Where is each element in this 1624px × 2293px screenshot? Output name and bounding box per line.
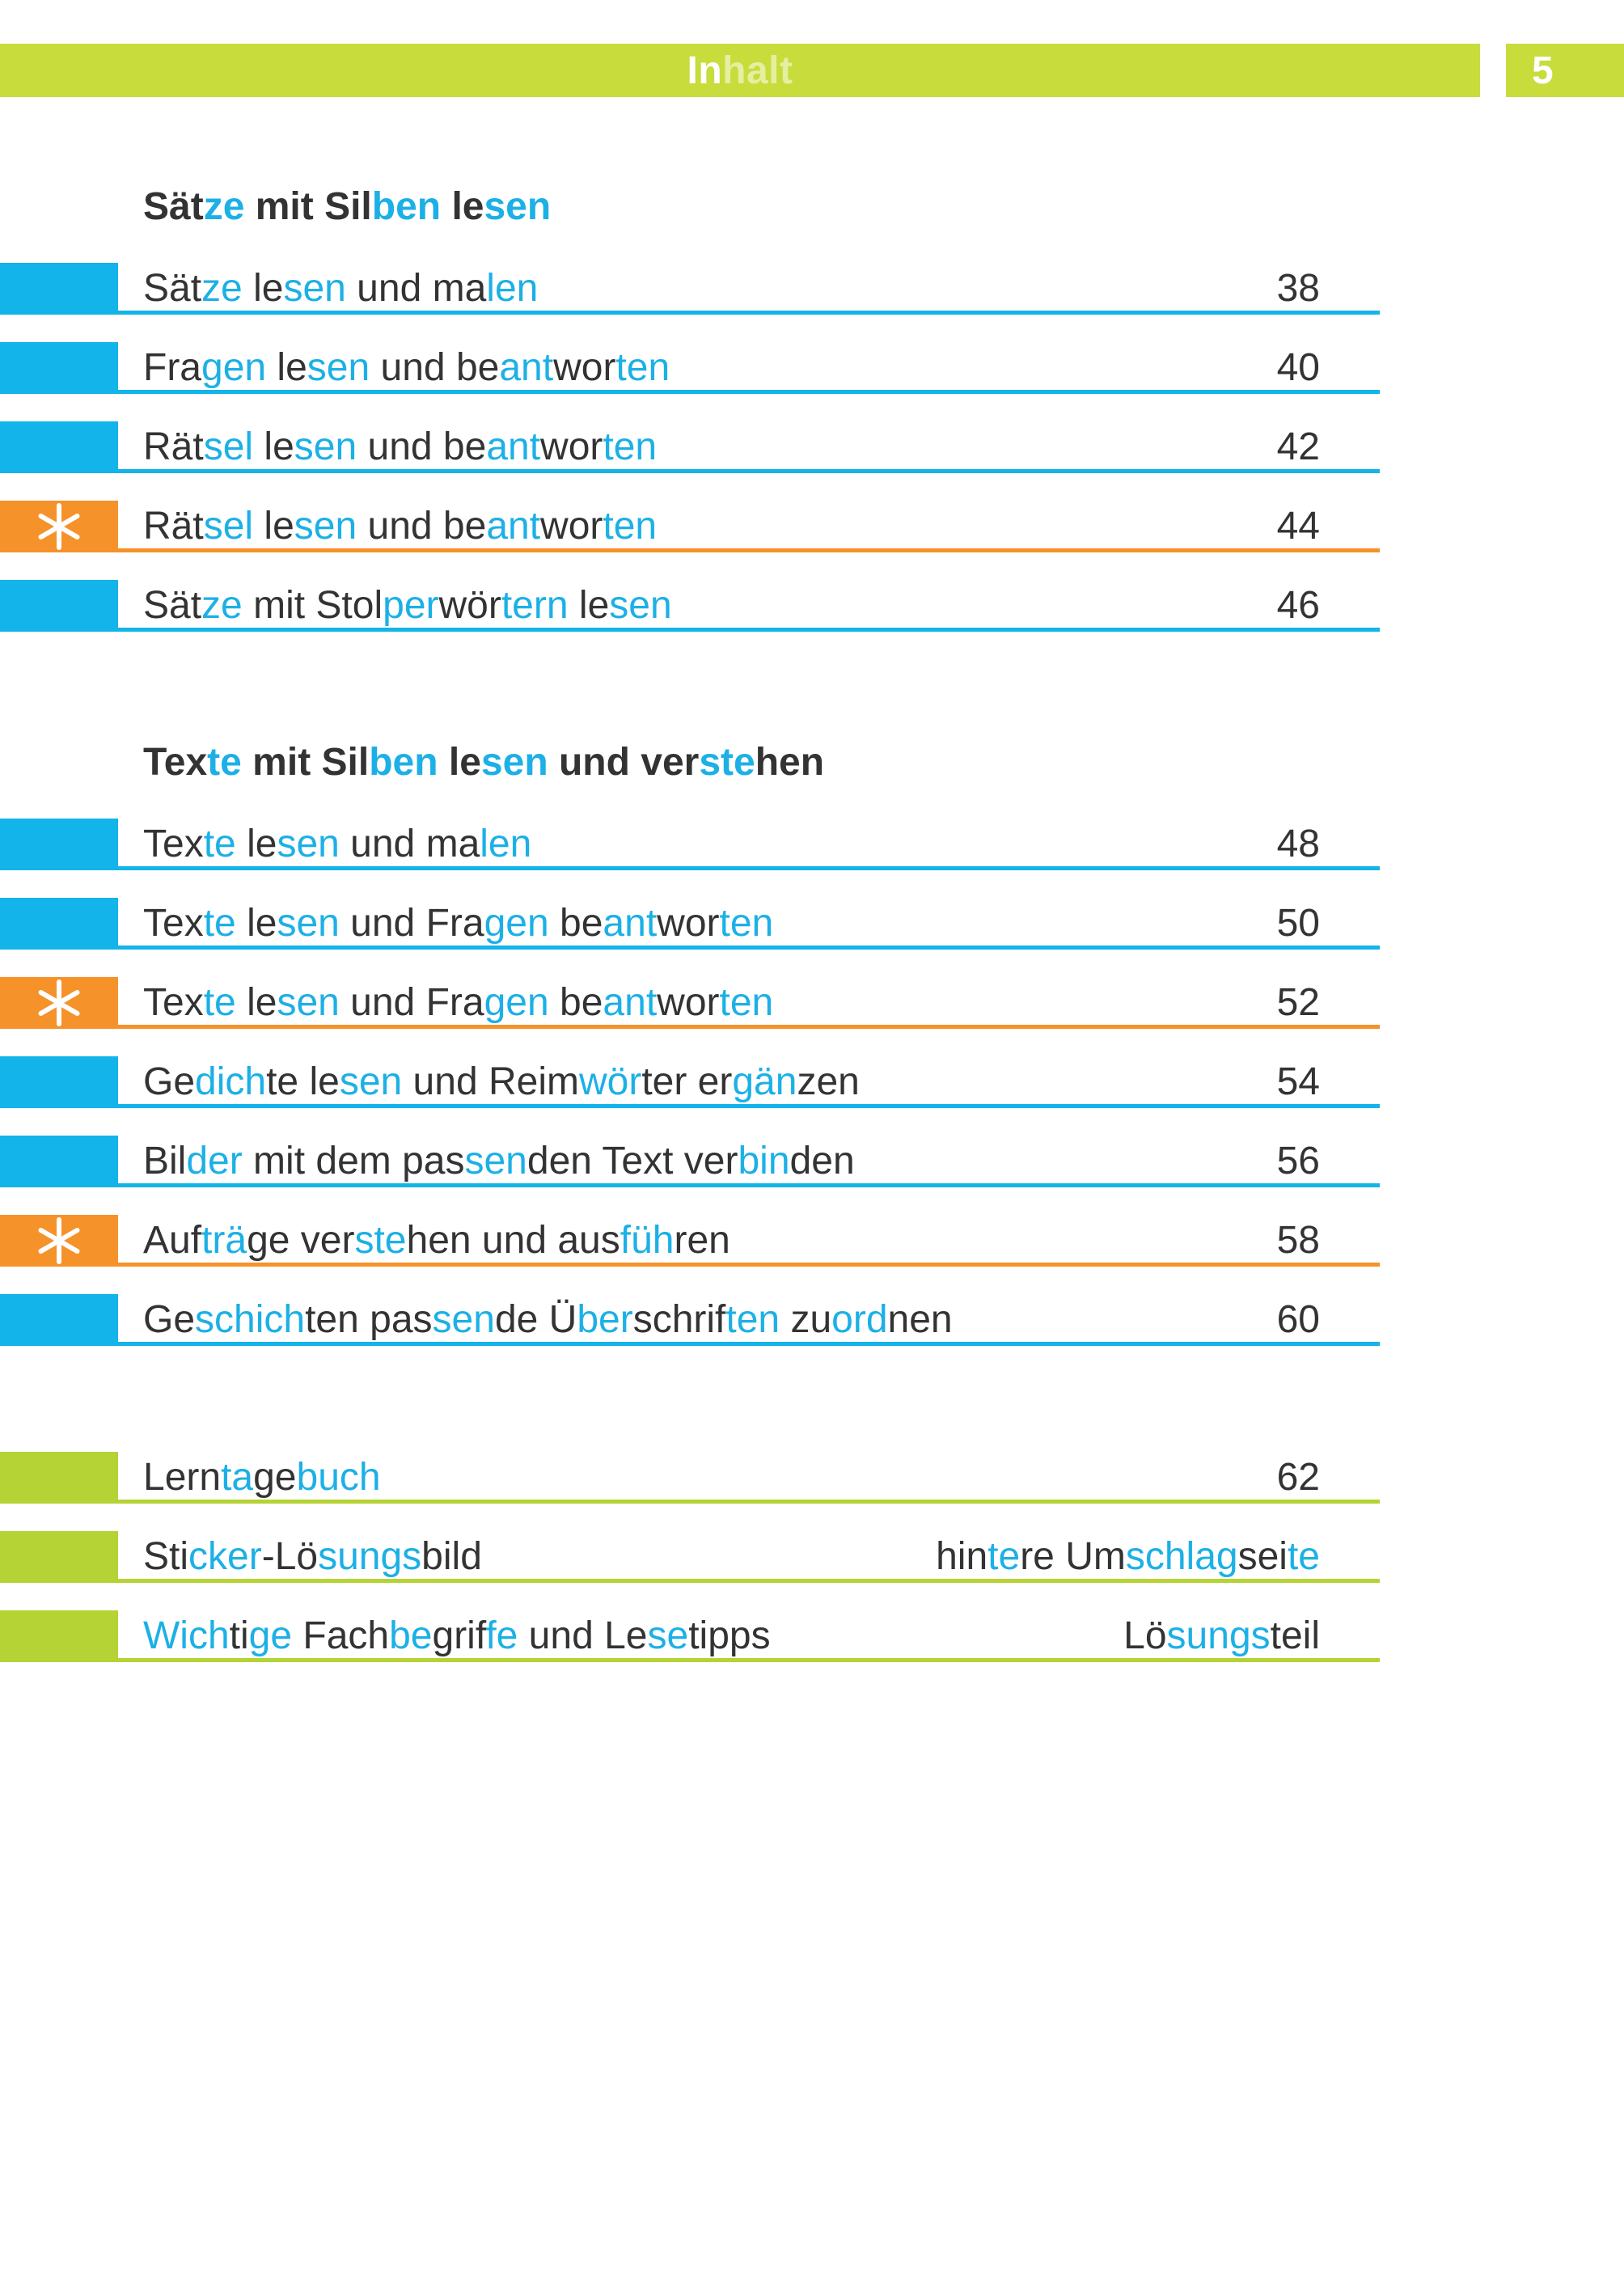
syllable-highlight: ten — [719, 902, 774, 945]
syllable: Auf — [143, 1219, 202, 1262]
syllable: teil — [1270, 1614, 1320, 1657]
entry-marker — [0, 1294, 118, 1346]
syllable-highlight: ant — [486, 505, 541, 548]
syllable-highlight: se — [647, 1614, 689, 1657]
page-number-box — [1506, 44, 1624, 97]
syllable: Tex — [143, 981, 204, 1024]
syllable: ren — [674, 1219, 730, 1262]
entry-marker — [0, 1136, 118, 1187]
entry-title — [143, 1615, 771, 1657]
syllable: -Lö — [261, 1535, 319, 1578]
syllable-highlight: ant — [603, 902, 658, 945]
star-icon — [35, 1216, 83, 1265]
syllable: und be — [357, 505, 487, 548]
toc-entry[interactable] — [0, 263, 1380, 315]
syllable: und Fra — [339, 981, 484, 1024]
syllable: Rät — [143, 505, 204, 548]
syllable-highlight: fe — [485, 1614, 518, 1657]
syllable-highlight: sen — [339, 1060, 403, 1103]
syllable: nen — [887, 1298, 953, 1341]
entry-page: 58 — [1276, 1219, 1320, 1262]
header-bar — [0, 44, 1480, 97]
syllable: schrif — [632, 1298, 726, 1341]
syllable-highlight: ste — [354, 1219, 407, 1262]
syllable-highlight: per — [383, 584, 439, 627]
syllable: de Ü — [494, 1298, 577, 1341]
syllable-highlight: tern — [501, 584, 569, 627]
syllable: be — [548, 902, 603, 945]
syllable: ter er — [641, 1060, 733, 1103]
syllable: le — [235, 823, 277, 865]
syllable: wor — [657, 902, 720, 945]
syllable: bild — [421, 1535, 482, 1578]
syllable: grif — [432, 1614, 486, 1657]
toc-entry[interactable] — [0, 898, 1380, 950]
entry-title — [143, 1061, 860, 1103]
syllable-highlight: sen — [277, 902, 340, 945]
syllable-highlight: ben — [369, 741, 438, 784]
entry-underline — [118, 1579, 1380, 1583]
syllable-highlight: ber — [577, 1298, 633, 1341]
syllable-highlight: sen — [432, 1298, 495, 1341]
syllable: wor — [540, 425, 603, 468]
entry-underline — [118, 548, 1380, 552]
syllable-highlight: Wich — [143, 1614, 230, 1657]
syllable-highlight: sen — [480, 741, 548, 784]
syllable: und ma — [345, 267, 487, 310]
entry-page: 40 — [1276, 346, 1320, 389]
entry-title — [143, 1299, 953, 1341]
syllable-highlight: gen — [484, 902, 549, 945]
syllable-highlight: trä — [201, 1219, 247, 1262]
syllable-highlight: sen — [307, 346, 370, 389]
syllable: be — [548, 981, 603, 1024]
entry-title — [143, 903, 773, 945]
toc-entry[interactable] — [0, 421, 1380, 473]
syllable: Ge — [143, 1298, 196, 1341]
toc-entry[interactable] — [0, 1056, 1380, 1108]
syllable-highlight: te — [203, 981, 236, 1024]
entry-marker — [0, 342, 118, 394]
syllable-highlight: füh — [620, 1219, 675, 1262]
page-number: 5 — [1532, 49, 1554, 92]
syllable-highlight: sen — [283, 267, 346, 310]
entry-title — [143, 268, 538, 310]
syllable: mit Sil — [241, 741, 370, 784]
entry-page: 54 — [1276, 1060, 1320, 1103]
entry-underline — [118, 1263, 1380, 1267]
syllable-highlight: buch — [296, 1456, 381, 1499]
syllable-highlight: sen — [609, 584, 672, 627]
syllable: sei — [1237, 1535, 1288, 1578]
syllable: und be — [357, 425, 487, 468]
syllable: re Um — [1020, 1535, 1126, 1578]
syllable-highlight: halt — [722, 49, 793, 92]
entry-underline — [118, 1658, 1380, 1662]
syllable-highlight: te — [988, 1535, 1021, 1578]
syllable-highlight: te — [203, 902, 236, 945]
syllable: le — [253, 505, 294, 548]
entry-title — [143, 1220, 730, 1262]
entry-underline — [118, 469, 1380, 473]
syllable-highlight: sungs — [318, 1535, 422, 1578]
syllable-highlight: ten — [719, 981, 774, 1024]
syllable: und be — [370, 346, 500, 389]
syllable: le — [441, 185, 484, 228]
syllable: te le — [266, 1060, 340, 1103]
syllable-highlight: ant — [499, 346, 554, 389]
toc-entry[interactable] — [0, 977, 1380, 1029]
toc-entry[interactable] — [0, 1294, 1380, 1346]
syllable-highlight: sel — [203, 505, 254, 548]
syllable-highlight: ze — [201, 267, 243, 310]
syllable-highlight: ten — [603, 505, 658, 548]
syllable: und Fra — [339, 902, 484, 945]
entry-underline — [118, 311, 1380, 315]
syllable-highlight: schlag — [1125, 1535, 1238, 1578]
toc-entry[interactable] — [0, 501, 1380, 552]
entry-page: 42 — [1276, 425, 1320, 468]
entry-underline — [118, 866, 1380, 870]
entry-page: 38 — [1276, 267, 1320, 310]
syllable: und Le — [518, 1614, 648, 1657]
syllable: ten pas — [305, 1298, 433, 1341]
syllable: wor — [657, 981, 720, 1024]
syllable: Rät — [143, 425, 204, 468]
syllable: ge ver — [247, 1219, 355, 1262]
toc-entry[interactable] — [0, 342, 1380, 394]
entry-page: 60 — [1276, 1298, 1320, 1341]
syllable-highlight: ben — [371, 185, 442, 228]
syllable: und Reim — [402, 1060, 579, 1103]
syllable: Fach — [292, 1614, 390, 1657]
syllable-highlight: len — [486, 267, 539, 310]
syllable-highlight: te — [1287, 1535, 1320, 1578]
star-marker — [0, 501, 118, 552]
star-marker — [0, 977, 118, 1029]
syllable: den Text ver — [527, 1140, 738, 1182]
syllable-highlight: sen — [464, 1140, 527, 1182]
syllable: le — [235, 902, 277, 945]
entry-marker — [0, 1056, 118, 1108]
entry-marker — [0, 1610, 118, 1662]
syllable: Sät — [143, 267, 202, 310]
syllable: tipps — [688, 1614, 771, 1657]
syllable: und ma — [339, 823, 480, 865]
syllable: zen — [797, 1060, 860, 1103]
entry-marker — [0, 580, 118, 632]
syllable-highlight: ta — [221, 1456, 254, 1499]
entry-page — [1123, 1615, 1320, 1657]
syllable: Tex — [143, 902, 204, 945]
entry-underline — [118, 628, 1380, 632]
syllable: hen — [755, 741, 825, 784]
syllable: und ver — [548, 741, 700, 784]
entry-title — [143, 1140, 855, 1182]
syllable: zu — [780, 1298, 832, 1341]
entry-underline — [118, 1183, 1380, 1187]
syllable: le — [242, 267, 284, 310]
entry-page: 48 — [1276, 823, 1320, 865]
syllable-highlight: ant — [486, 425, 541, 468]
syllable: den — [789, 1140, 855, 1182]
syllable: hen und aus — [406, 1219, 620, 1262]
syllable-highlight: gen — [201, 346, 267, 389]
syllable-highlight: sen — [277, 823, 340, 865]
entry-underline — [118, 1025, 1380, 1029]
toc-entry[interactable] — [0, 1452, 1380, 1504]
entry-marker — [0, 898, 118, 950]
star-icon — [35, 979, 83, 1027]
toc-entry[interactable] — [0, 1610, 1380, 1662]
entry-marker — [0, 421, 118, 473]
syllable: mit Sil — [244, 185, 372, 228]
entry-underline — [118, 1342, 1380, 1346]
entry-page: 44 — [1276, 505, 1320, 548]
syllable: le — [253, 425, 294, 468]
entry-title — [143, 426, 657, 468]
syllable-highlight: be — [389, 1614, 433, 1657]
entry-marker — [0, 1452, 118, 1504]
syllable: wor — [540, 505, 603, 548]
syllable: ge — [253, 1456, 297, 1499]
syllable-highlight: len — [480, 823, 532, 865]
syllable-highlight: wör — [578, 1060, 642, 1103]
syllable: Sät — [143, 584, 202, 627]
entry-page — [1277, 1457, 1320, 1499]
toc-entry[interactable] — [0, 1215, 1380, 1267]
syllable-highlight: ant — [603, 981, 658, 1024]
syllable-highlight: ord — [831, 1298, 888, 1341]
syllable-highlight: ze — [201, 584, 243, 627]
syllable: Sti — [143, 1535, 189, 1578]
star-marker — [0, 1215, 118, 1267]
syllable: hin — [936, 1535, 988, 1578]
toc-entry[interactable] — [0, 1136, 1380, 1187]
entry-marker — [0, 1531, 118, 1583]
syllable-highlight: ten — [725, 1298, 780, 1341]
syllable-highlight: ten — [603, 425, 658, 468]
entry-title — [143, 585, 672, 627]
syllable-highlight: dich — [195, 1060, 267, 1103]
entry-underline — [118, 390, 1380, 394]
syllable-highlight: te — [203, 823, 236, 865]
syllable-highlight: ge — [248, 1614, 293, 1657]
toc-entry[interactable] — [0, 1531, 1380, 1583]
syllable-highlight: schich — [195, 1298, 306, 1341]
entry-page: 56 — [1276, 1140, 1320, 1182]
entry-title — [143, 506, 657, 548]
syllable: Ge — [143, 1060, 196, 1103]
entry-underline — [118, 1500, 1380, 1504]
syllable-highlight: cker — [188, 1535, 262, 1578]
entry-marker — [0, 819, 118, 870]
syllable-highlight: sen — [484, 185, 552, 228]
toc-entry[interactable] — [0, 580, 1380, 632]
entry-title — [143, 823, 531, 865]
entry-page: 50 — [1276, 902, 1320, 945]
syllable: mit Stol — [242, 584, 383, 627]
syllable: le — [235, 981, 277, 1024]
syllable: Tex — [143, 823, 204, 865]
syllable: Lern — [143, 1456, 222, 1499]
page-title — [687, 49, 793, 93]
syllable-highlight: ten — [615, 346, 670, 389]
syllable-highlight: ste — [699, 741, 755, 784]
syllable-highlight: der — [186, 1140, 243, 1182]
star-icon — [35, 502, 83, 551]
syllable-highlight: bin — [738, 1140, 790, 1182]
syllable: Bil — [143, 1140, 187, 1182]
syllable-highlight: gän — [732, 1060, 797, 1103]
syllable-highlight: sen — [294, 505, 357, 548]
entry-underline — [118, 1104, 1380, 1108]
syllable: Sät — [143, 185, 204, 228]
entry-title — [143, 982, 773, 1024]
entry-title — [143, 1536, 482, 1578]
syllable: Lö — [1123, 1614, 1167, 1657]
syllable: le — [266, 346, 307, 389]
section-heading — [143, 184, 551, 229]
syllable: wor — [553, 346, 616, 389]
syllable-highlight: ze — [203, 185, 245, 228]
syllable: ti — [229, 1614, 249, 1657]
syllable-highlight: te — [207, 741, 242, 784]
entry-marker — [0, 263, 118, 315]
section-heading — [143, 740, 824, 785]
syllable: Tex — [143, 741, 208, 784]
entry-page: 46 — [1276, 584, 1320, 627]
syllable: Fra — [143, 346, 201, 389]
syllable: le — [438, 741, 481, 784]
syllable: le — [568, 584, 610, 627]
entry-page: 52 — [1276, 981, 1320, 1024]
syllable: wör — [438, 584, 501, 627]
syllable: In — [687, 49, 723, 92]
syllable-highlight: sen — [294, 425, 357, 468]
toc-entry[interactable] — [0, 819, 1380, 870]
syllable: mit dem pas — [242, 1140, 465, 1182]
syllable-highlight: sen — [277, 981, 340, 1024]
syllable-highlight: sungs — [1166, 1614, 1271, 1657]
entry-underline — [118, 946, 1380, 950]
syllable-highlight: gen — [484, 981, 549, 1024]
entry-title — [143, 1457, 381, 1499]
entry-title — [143, 347, 670, 389]
entry-page — [936, 1536, 1320, 1578]
syllable-highlight: sel — [203, 425, 254, 468]
syllable: 62 — [1276, 1456, 1320, 1499]
